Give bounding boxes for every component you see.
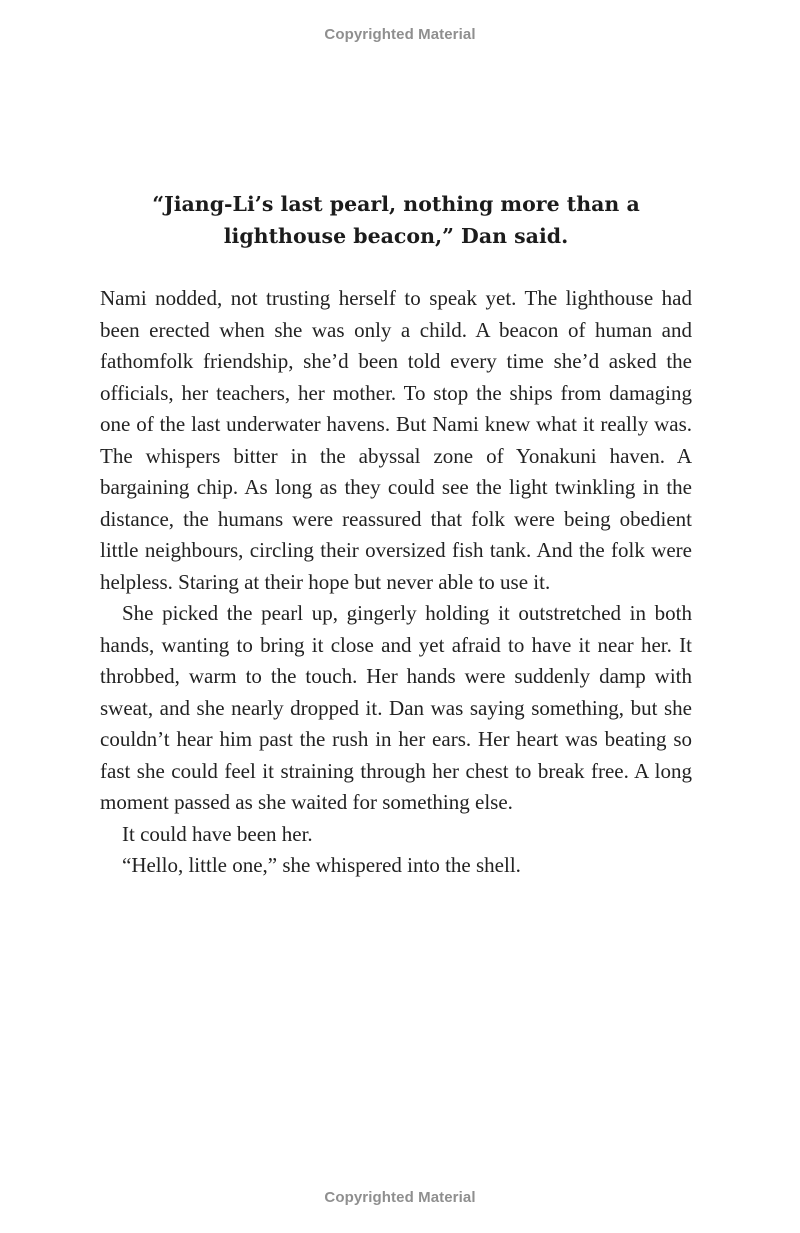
paragraph-1: Nami nodded, not trusting herself to speak yet. The lighthouse had been erected when she was only a child. A beacon of human and fathomfolk friendship, she’d been told every time she’d asked the officials, her teachers, her mother. To stop the ships from damaging one of the last underwater havens. But Nami knew what it really was. The whispers bitter in the abyssal zone of Yonakuni haven. A bargaining chip. As long as they could see the light twinkling in the distance, the humans were reassured that folk were being obedient little neighbours, circling their oversized fish tank. And the folk were helpless. Staring at their hope but never able to use it. xyxy=(100,286,692,594)
heading-line-2: lighthouse beacon,” Dan said. xyxy=(223,224,569,248)
copyright-watermark-bottom: Copyrighted Material xyxy=(324,1189,476,1206)
paragraph-3: It could have been her. xyxy=(122,821,313,846)
paragraph-4: “Hello, little one,” she whispered into the shell. xyxy=(122,853,521,877)
body-text xyxy=(100,283,692,882)
paragraph-2: She picked the pearl up, gingerly holding it outstretched in both hands, wanting to bring it close and yet afraid to have it near her. It throbbed, warm to the touch. Her hands were suddenly damp with sweat, and she nearly dropped it. Dan was saying something, but she couldn’t hear him past the rush in her ears. Her heart was beating so fast she could feel it straining through her chest to break free. A long moment passed as she waited for something else. xyxy=(100,601,692,814)
copyright-watermark-top: Copyrighted Material xyxy=(324,26,476,43)
heading-line-1: “Jiang-Li’s last pearl, nothing more than a xyxy=(152,192,640,216)
section-heading xyxy=(100,188,692,252)
